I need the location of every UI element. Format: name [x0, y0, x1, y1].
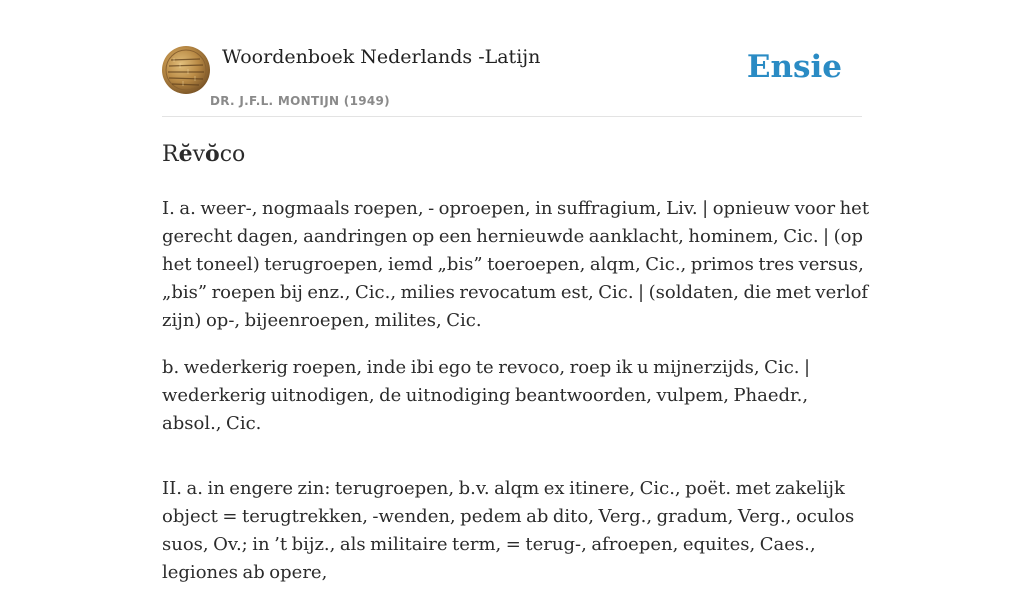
headword-part: co — [219, 142, 246, 167]
coin-icon[interactable] — [162, 46, 210, 94]
dictionary-header — [162, 40, 862, 117]
definition-paragraph: I. a. weer-, nogmaals roepen, - oproepen, in suffragium, Liv. | opnieuw voor het gerecht dagen, aandringen op een hernieuwde aanklacht, hominem, Cic. | (op het toneel) terugroepen, iemd „bis” toeroepen, alqm, Cic., primos tres versus, „bis” roepen bij enz., Cic., milies revocatum est, Cic. | (soldaten, die met verlof zijn) op-, bijeenroepen, milites, Cic. — [162, 198, 870, 331]
dictionary-author: DR. J.F.L. MONTIJN (1949) — [210, 94, 390, 108]
headword — [162, 138, 872, 171]
headword-part-short-e: ĕ — [178, 141, 193, 167]
headword-part-short-o: ŏ — [205, 141, 220, 167]
definition-paragraph: II. a. in engere zin: terugroepen, b.v. alqm ex itinere, Cic., poët. met zakelijk object = terugtrekken, -wenden, pedem ab dito, Verg., gradum, Verg., oculos suos, Ov.; in ’t bijz., als militaire term, = terug-, afroepen, equites, Caes., legiones ab opere, — [162, 478, 855, 583]
brand-logo[interactable]: Ensie — [746, 49, 842, 85]
headword-part: R — [162, 142, 179, 167]
dictionary-entry — [162, 138, 872, 606]
definition-paragraph: b. wederkerig roepen, inde ibi ego te revoco, roep ik u mijnerzijds, Cic. | wederkerig uitnodigen, de uitnodiging beantwoorden, vulpem, Phaedr., absol., Cic. — [162, 357, 811, 434]
headword-part: v — [192, 142, 206, 167]
dictionary-title[interactable]: Woordenboek Nederlands -Latijn — [222, 46, 541, 68]
